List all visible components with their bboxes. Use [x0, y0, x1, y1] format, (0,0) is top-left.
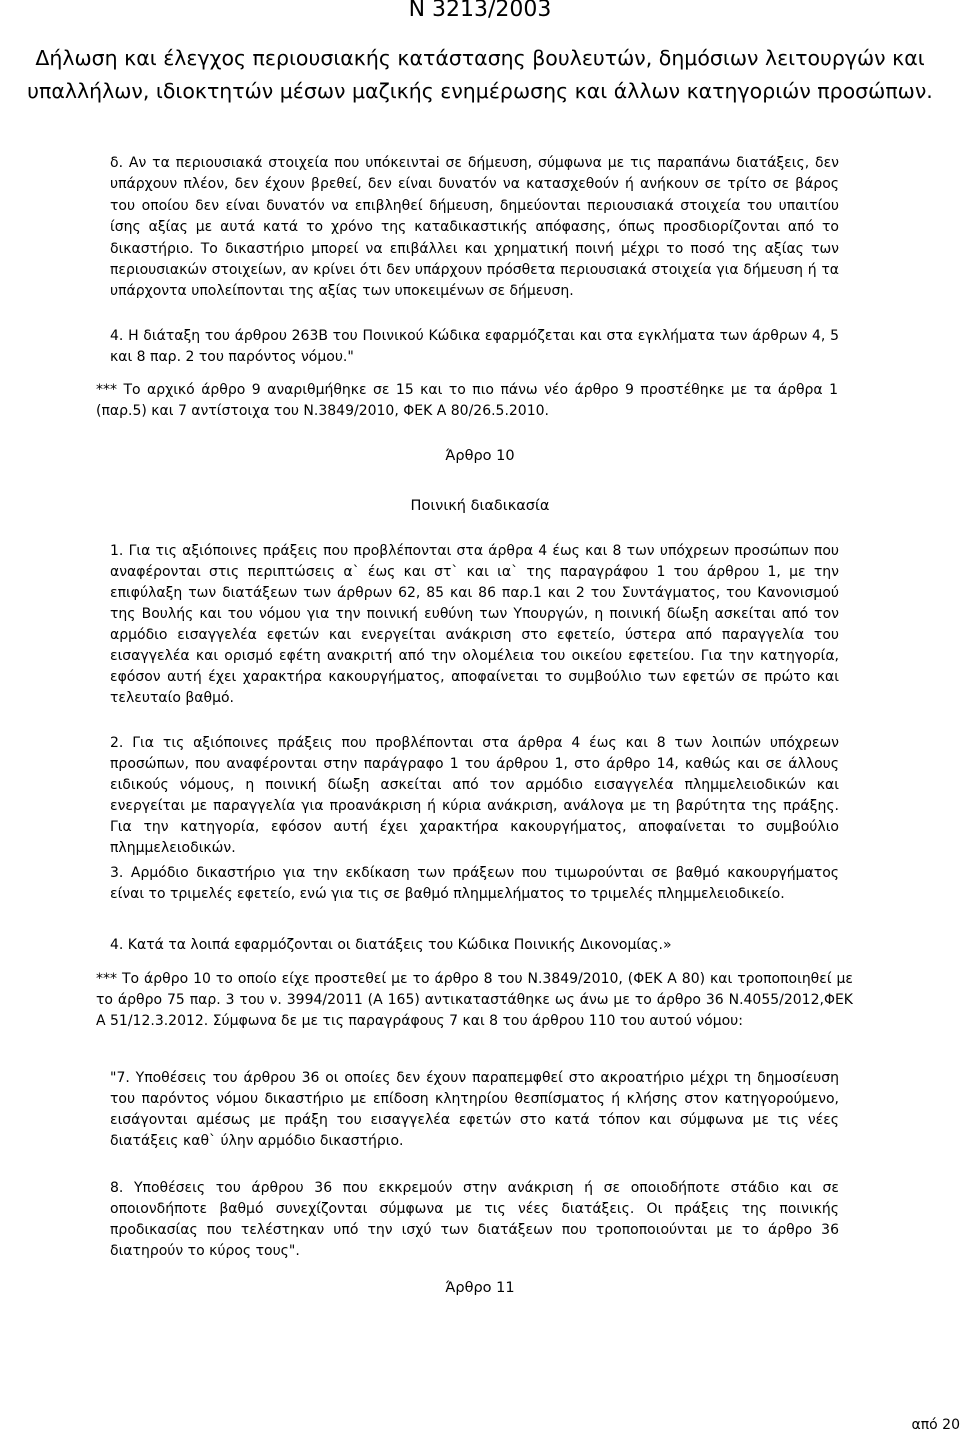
article-10-title: Ποινική διαδικασία	[410, 498, 550, 514]
article-10-paragraph-3: 3. Αρμόδιο δικαστήριο για την εκδίκαση των πράξεων που τιμωρούνται σε βαθμό κακουργήματος είναι το τριμελές εφετείο, ενώ για τις σε βαθμό πλημμελήματος το τριμελές πλημμελειοδικείο.	[110, 865, 839, 902]
article-11-heading: Άρθρο 11	[445, 1280, 515, 1296]
amendment-note-2: *** Το άρθρο 10 το οποίο είχε προστεθεί με το άρθρο 8 του Ν.3849/2010, (ΦΕΚ Α 80) και τροποποιηθεί με το άρθρο 75 παρ. 3 του ν. 3994/2011 (Α 165) αντικαταστάθηκε ως άνω με το άρθρο 36 Ν.4055/2012,ΦΕΚ Α 51/12.3.2012. Σύμφωνα δε με τις παραγράφους 7 και 8 του άρθρου 110 του αυτού νόμου:	[96, 971, 853, 1029]
law-subtitle: Δήλωση και έλεγχος περιουσιακής κατάστασης βουλευτών, δημόσιων λειτουργών και υπαλλήλων, ιδιοκτητών μέσων μαζικής ενημέρωσης και άλλων κατηγοριών προσώπων.	[27, 46, 933, 103]
article-10-heading: Άρθρο 10	[445, 448, 515, 464]
quoted-paragraph-8: 8. Υποθέσεις του άρθρου 36 που εκκρεμούν στην ανάκριση ή σε οποιοδήποτε στάδιο και σε οποιονδήποτε βαθμό συνεχίζονται σύμφωνα με τις νέες διατάξεις. Οι πράξεις της ποινικής προδικασίας που τελέστηκαν υπό την ισχύ των διατάξεων που τροποποιούνται με το άρθρο 36 διατηρούν το κύρος τους".	[110, 1180, 839, 1259]
article-10-paragraph-1: 1. Για τις αξιόποινες πράξεις που προβλέπονται στα άρθρα 4 έως και 8 των υπόχρεων προσώπων που αναφέρονται στις περιπτώσεις α` έως και στ` και ια` της παραγράφου 1 του άρθρου 1, με την επιφύλαξη των διατάξεων των άρθρων 62, 85 και 86 παρ.1 και 2 του Συντάγματος, του Κανονισμού της Βουλής και του νόμου για την ποινική ευθύνη των Υπουργών, η ποινική δίωξη ασκείται από τον αρμόδιο εισαγγελέα εφετών και ενεργείται ανάκριση στο εφετείο, ύστερα από παραγγελία του εισαγγελέα και ορισμό εφέτη ανακριτή από την ολομέλεια του οικείου εφετείου. Για την κατηγορία, εφόσον αυτή έχει χαρακτήρα κακουργήματος, αποφαίνεται το συμβούλιο των εφετών σε πρώτο και τελευταίο βαθμό.	[110, 543, 839, 706]
amendment-note-1: *** Το αρχικό άρθρο 9 αναριθμήθηκε σε 15 και το πιο πάνω νέο άρθρο 9 προστέθηκε με τα άρθρα 1 (παρ.5) και 7 αντίστοιχα του Ν.3849/2010, ΦΕΚ Α 80/26.5.2010.	[96, 382, 838, 419]
paragraph-4: 4. Η διάταξη του άρθρου 263Β του Ποινικού Κώδικα εφαρμόζεται και στα εγκλήματα των άρθρων 4, 5 και 8 παρ. 2 του παρόντος νόμου."	[110, 328, 839, 365]
article-10-paragraph-2: 2. Για τις αξιόποινες πράξεις που προβλέπονται στα άρθρα 4 έως και 8 των λοιπών υπόχρεων προσώπων, που αναφέρονται στην παράγραφο 1 του άρθρου 1, στο άρθρο 14, καθώς και σε άλλους ειδικούς νόμους, η ποινική δίωξη ασκείται από τον αρμόδιο εισαγγελέα πλημμελειοδικών και ενεργείται με παραγγελία για προανάκριση ή κύρια ανάκριση, ανάλογα με τη βαρύτητα της πράξης. Για την κατηγορία, εφόσον αυτή έχει χαρακτήρα κακουργήματος, αποφαίνεται το συμβούλιο πλημμελειοδικών.	[110, 735, 839, 856]
law-number-title: N 3213/2003	[408, 0, 552, 22]
quoted-paragraph-7: "7. Υποθέσεις του άρθρου 36 οι οποίες δεν έχουν παραπεμφθεί στο ακροατήριο μέχρι τη δημοσίευση του παρόντος νόμου δικαστήριο με επίδοση κλητηρίου θεσπίσματος ή κλήσης στον κατηγορούμενο, εισάγονται αμέσως με πράξη του εισαγγελέα εφετών στο κατά τόπον και σύμφωνα με τις νέες διατάξεις καθ` ύλην αρμόδιο δικαστήριο.	[110, 1070, 839, 1149]
paragraph-delta: δ. Αν τα περιουσιακά στοιχεία που υπόκειντai σε δήμευση, σύμφωνα με τις παραπάνω διατάξεις, δεν υπάρχουν πλέον, δεν έχουν βρεθεί, δεν είναι δυνατόν να κατασχεθούν ή ανήκουν σε τρίτο σε βάρος του οποίου δεν είναι δυνατόν να επιβληθεί δήμευση, δημεύονται περιουσιακά στοιχεία του υπαιτίου ίσης αξίας με αυτά κατά το χρόνο της καταδικαστικής απόφασης, όπως προσδιορίζονται από το δικαστήριο. Το δικαστήριο μπορεί να επιβάλλει και χρηματική ποινή μέχρι το ποσό της αξίας των περιουσιακών στοιχείων, αν κρίνει ότι δεν υπάρχουν πρόσθετα περιουσιακά στοιχεία για δήμευση ή τα υπάρχοντα υπολείπονται της αξίας των υποκειμένων σε δήμευση.	[110, 155, 839, 300]
article-10-paragraph-4: 4. Κατά τα λοιπά εφαρμόζονται οι διατάξεις του Κώδικα Ποινικής Δικονομίας.»	[110, 937, 672, 953]
page-count: από 20	[911, 1417, 960, 1433]
